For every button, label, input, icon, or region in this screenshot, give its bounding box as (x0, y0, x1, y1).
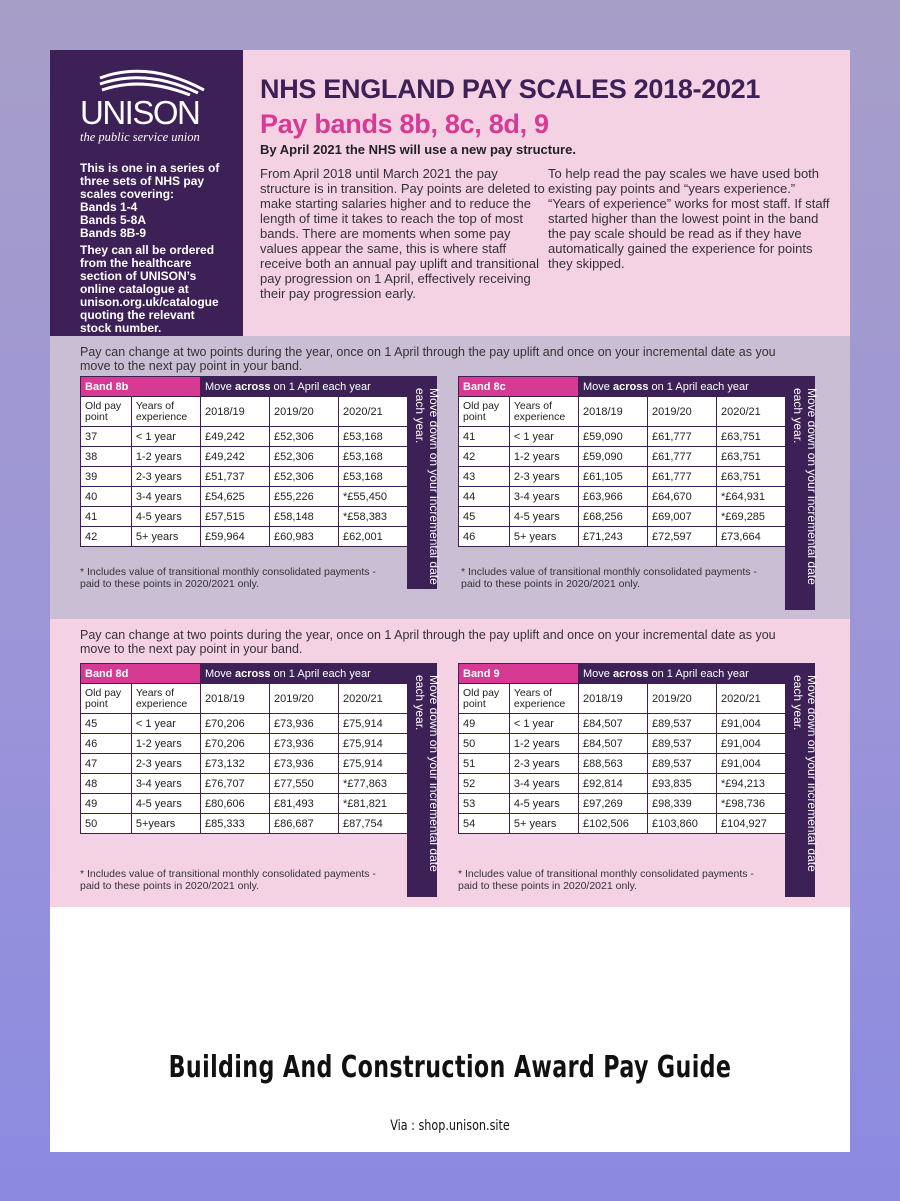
table-row (81, 427, 408, 447)
table-cell: 49 (459, 714, 510, 734)
table-cell: £76,707 (201, 774, 270, 794)
column-header: Years of experience (509, 684, 578, 714)
order-text: They can all be ordered from the healthcare section of UNISON’s online catalogue at unison.org.uk/catalogue quoting the relevant stock number. (80, 243, 219, 335)
band-label: Band 8c (459, 377, 579, 397)
table-band-8d (80, 663, 410, 834)
table-cell: £70,206 (201, 714, 270, 734)
column-header: 2019/20 (648, 397, 717, 427)
table-cell: £61,777 (648, 427, 717, 447)
table-cell: £51,737 (201, 467, 270, 487)
table-row (459, 447, 786, 467)
column-header: 2019/20 (270, 397, 339, 427)
column-header: 2019/20 (270, 684, 339, 714)
table-cell: 2-3 years (131, 467, 200, 487)
move-down-bar (407, 663, 441, 897)
table-cell: £61,105 (579, 467, 648, 487)
column-header: Old pay point (459, 397, 510, 427)
table-cell: £89,537 (648, 754, 717, 774)
table-cell: 50 (81, 814, 132, 834)
footnote: * Includes value of transitional monthly consolidated payments - paid to these points in 2020/2021 only. (80, 566, 376, 590)
move-across-label: Move across on 1 April each year (201, 664, 408, 684)
table-cell: £86,687 (270, 814, 339, 834)
caption-title: Building And Construction Award Pay Guide (168, 1050, 732, 1085)
table-cell: 3-4 years (131, 487, 200, 507)
unison-logo (80, 66, 225, 144)
table-row (81, 794, 408, 814)
table-cell: *£55,450 (339, 487, 408, 507)
table-cell: £91,004 (717, 754, 786, 774)
table-cell: £81,493 (270, 794, 339, 814)
column-header: Years of experience (509, 397, 578, 427)
pay-table (80, 663, 408, 834)
band-label: Band 9 (459, 664, 579, 684)
table-cell: £84,507 (579, 714, 648, 734)
table-cell: £73,664 (717, 527, 786, 547)
table-cell: £49,242 (201, 447, 270, 467)
band-label: Band 8d (81, 664, 201, 684)
table-cell: *£77,863 (339, 774, 408, 794)
table-row (459, 714, 786, 734)
table-cell: 48 (81, 774, 132, 794)
table-cell: 45 (81, 714, 132, 734)
band-list-item: Bands 1-4 (80, 200, 138, 214)
table-cell: £77,550 (270, 774, 339, 794)
table-cell: £71,243 (579, 527, 648, 547)
logo-arcs-icon (98, 66, 208, 96)
table-cell: £89,537 (648, 714, 717, 734)
table-cell: 51 (459, 754, 510, 774)
table-row (459, 794, 786, 814)
table-cell: *£58,383 (339, 507, 408, 527)
table-cell: 5+ years (509, 527, 578, 547)
table-cell: 1-2 years (131, 734, 200, 754)
table-row (459, 467, 786, 487)
table-cell: £53,168 (339, 447, 408, 467)
table-band-8b (80, 376, 410, 547)
table-cell: 40 (81, 487, 132, 507)
series-text: This is one in a series of three sets of NHS pay scales covering: (80, 161, 220, 201)
table-cell: £68,256 (579, 507, 648, 527)
caption-box (50, 1040, 850, 1152)
table-row (81, 714, 408, 734)
table-row (81, 734, 408, 754)
table-cell: < 1 year (509, 714, 578, 734)
table-cell: 52 (459, 774, 510, 794)
table-cell: 3-4 years (509, 487, 578, 507)
table-cell: 41 (459, 427, 510, 447)
table-row (459, 527, 786, 547)
table-row (81, 754, 408, 774)
table-cell: £61,777 (648, 447, 717, 467)
sidebar-text (80, 162, 225, 335)
pay-table (80, 376, 408, 547)
table-cell: £62,001 (339, 527, 408, 547)
footnote: * Includes value of transitional monthly consolidated payments - paid to these points in 2020/2021 only. (458, 868, 754, 892)
table-cell: 1-2 years (509, 734, 578, 754)
table-cell: £53,168 (339, 467, 408, 487)
table-cell: £75,914 (339, 714, 408, 734)
table-row (459, 754, 786, 774)
table-cell: £73,936 (270, 754, 339, 774)
table-cell: £52,306 (270, 427, 339, 447)
footnote: * Includes value of transitional monthly consolidated payments - paid to these points in 2020/2021 only. (461, 566, 757, 590)
table-cell: £87,754 (339, 814, 408, 834)
section-intro: Pay can change at two points during the year, once on 1 April through the pay uplift and once on your incremental date as you move to the next pay point in your band. (80, 345, 776, 373)
table-row (459, 774, 786, 794)
table-row (81, 447, 408, 467)
table-row (459, 427, 786, 447)
sidebar (50, 50, 243, 336)
table-cell: £104,927 (717, 814, 786, 834)
column-header: 2020/21 (717, 684, 786, 714)
table-cell: £54,625 (201, 487, 270, 507)
move-down-label: Move down on your incremental date each year. (791, 388, 819, 585)
table-cell: 5+years (131, 814, 200, 834)
table-cell: £84,507 (579, 734, 648, 754)
table-cell: £57,515 (201, 507, 270, 527)
intro-column-1: From April 2018 until March 2021 the pay structure is in transition. Pay points are deleted to make starting salaries higher and to reduce the length of time it takes to reach the top of most bands. There are moments when some pay values appear the same, this is where staff receive both an annual pay uplift and transitional pay progression on 1 April, effectively receiving their pay progression early. (260, 166, 545, 301)
table-cell: 2-3 years (509, 467, 578, 487)
table-cell: *£81,821 (339, 794, 408, 814)
table-cell: £53,168 (339, 427, 408, 447)
table-cell: £63,966 (579, 487, 648, 507)
band-list-item: Bands 5-8A (80, 213, 147, 227)
table-row (459, 507, 786, 527)
pay-scale-document (50, 50, 850, 907)
table-band-9 (458, 663, 788, 834)
band-list-item: Bands 8B-9 (80, 226, 147, 240)
column-header: 2018/19 (579, 684, 648, 714)
table-cell: £63,751 (717, 467, 786, 487)
footnote: * Includes value of transitional monthly consolidated payments - paid to these points in 2020/2021 only. (80, 868, 376, 892)
section-intro: Pay can change at two points during the year, once on 1 April through the pay uplift and once on your incremental date as you move to the next pay point in your band. (80, 628, 776, 656)
table-cell: £52,306 (270, 467, 339, 487)
table-cell: 4-5 years (509, 794, 578, 814)
table-row (81, 507, 408, 527)
logo-tagline: the public service union (80, 130, 200, 144)
table-cell: 47 (81, 754, 132, 774)
intro-column-2: To help read the pay scales we have used both existing pay points and “years experience.” “Years of experience” works for most staff. If staff started higher than the lowest point in the band the pay scale should be read as if they have automatically gained the experience for points they skipped. (548, 166, 830, 271)
table-cell: £85,333 (201, 814, 270, 834)
table-cell: £80,606 (201, 794, 270, 814)
table-row (459, 487, 786, 507)
table-cell: £55,226 (270, 487, 339, 507)
table-cell: £103,860 (648, 814, 717, 834)
table-cell: £58,148 (270, 507, 339, 527)
table-cell: 39 (81, 467, 132, 487)
table-cell: 45 (459, 507, 510, 527)
table-cell: £88,563 (579, 754, 648, 774)
table-cell: 5+ years (131, 527, 200, 547)
table-cell: £91,004 (717, 734, 786, 754)
table-cell: 53 (459, 794, 510, 814)
table-cell: 2-3 years (509, 754, 578, 774)
column-header: 2018/19 (201, 684, 270, 714)
table-cell: £59,964 (201, 527, 270, 547)
column-header: 2020/21 (717, 397, 786, 427)
table-cell: £73,132 (201, 754, 270, 774)
table-cell: *£94,213 (717, 774, 786, 794)
table-cell: 42 (459, 447, 510, 467)
table-cell: £102,506 (579, 814, 648, 834)
caption-source-link[interactable]: Via : shop.unison.site (390, 1118, 510, 1134)
column-header: 2018/19 (579, 397, 648, 427)
table-cell: £93,835 (648, 774, 717, 794)
table-cell: 5+ years (509, 814, 578, 834)
table-cell: £72,597 (648, 527, 717, 547)
table-cell: £75,914 (339, 734, 408, 754)
table-cell: 43 (459, 467, 510, 487)
table-cell: £92,814 (579, 774, 648, 794)
pay-table (458, 376, 786, 547)
page-title: NHS ENGLAND PAY SCALES 2018-2021 (260, 74, 761, 104)
table-cell: 4-5 years (131, 507, 200, 527)
pay-table (458, 663, 786, 834)
table-cell: £73,936 (270, 734, 339, 754)
table-cell: £60,983 (270, 527, 339, 547)
table-cell: 3-4 years (509, 774, 578, 794)
table-cell: £63,751 (717, 447, 786, 467)
column-header: 2020/21 (339, 684, 408, 714)
table-cell: £64,670 (648, 487, 717, 507)
table-cell: £75,914 (339, 754, 408, 774)
move-down-bar (407, 376, 441, 589)
table-row (459, 734, 786, 754)
column-header: Years of experience (131, 397, 200, 427)
move-down-label: Move down on your incremental date each year. (413, 388, 441, 585)
lead-text: By April 2021 the NHS will use a new pay structure. (260, 142, 576, 157)
table-row (81, 814, 408, 834)
table-cell: £73,936 (270, 714, 339, 734)
table-cell: £69,007 (648, 507, 717, 527)
table-cell: *£69,285 (717, 507, 786, 527)
column-header: 2018/19 (201, 397, 270, 427)
header (243, 50, 850, 336)
table-band-8c (458, 376, 788, 547)
move-down-bar (785, 663, 819, 897)
table-cell: £70,206 (201, 734, 270, 754)
table-cell: 41 (81, 507, 132, 527)
table-cell: 2-3 years (131, 754, 200, 774)
table-cell: 38 (81, 447, 132, 467)
table-cell: £59,090 (579, 447, 648, 467)
section-bands-8b-8c (50, 336, 850, 619)
caption-background (50, 907, 850, 1040)
table-cell: *£64,931 (717, 487, 786, 507)
move-down-label: Move down on your incremental date each year. (791, 675, 819, 872)
table-row (81, 487, 408, 507)
table-cell: 37 (81, 427, 132, 447)
table-cell: 46 (459, 527, 510, 547)
table-cell: < 1 year (131, 714, 200, 734)
table-cell: < 1 year (131, 427, 200, 447)
column-header: Old pay point (459, 684, 510, 714)
table-cell: 42 (81, 527, 132, 547)
table-cell: £63,751 (717, 427, 786, 447)
table-cell: £91,004 (717, 714, 786, 734)
table-cell: £97,269 (579, 794, 648, 814)
table-cell: £49,242 (201, 427, 270, 447)
move-across-label: Move across on 1 April each year (201, 377, 408, 397)
table-cell: < 1 year (509, 427, 578, 447)
move-across-label: Move across on 1 April each year (579, 377, 786, 397)
table-cell: 1-2 years (131, 447, 200, 467)
table-row (81, 467, 408, 487)
table-cell: 54 (459, 814, 510, 834)
table-row (459, 814, 786, 834)
table-row (81, 527, 408, 547)
column-header: Years of experience (131, 684, 200, 714)
section-bands-8d-9 (50, 619, 850, 907)
move-down-label: Move down on your incremental date each year. (413, 675, 441, 872)
table-cell: £89,537 (648, 734, 717, 754)
table-cell: £52,306 (270, 447, 339, 467)
table-cell: 44 (459, 487, 510, 507)
table-cell: 49 (81, 794, 132, 814)
table-cell: 1-2 years (509, 447, 578, 467)
table-cell: 4-5 years (131, 794, 200, 814)
table-cell: 46 (81, 734, 132, 754)
table-cell: *£98,736 (717, 794, 786, 814)
table-cell: 3-4 years (131, 774, 200, 794)
table-cell: £98,339 (648, 794, 717, 814)
table-row (81, 774, 408, 794)
table-cell: 4-5 years (509, 507, 578, 527)
logo-wordmark: UNISON (80, 94, 200, 131)
move-down-bar (785, 376, 819, 610)
band-label: Band 8b (81, 377, 201, 397)
column-header: Old pay point (81, 684, 132, 714)
page-subtitle: Pay bands 8b, 8c, 8d, 9 (260, 109, 549, 139)
column-header: 2019/20 (648, 684, 717, 714)
column-header: 2020/21 (339, 397, 408, 427)
table-cell: 50 (459, 734, 510, 754)
column-header: Old pay point (81, 397, 132, 427)
move-across-label: Move across on 1 April each year (579, 664, 786, 684)
table-cell: £59,090 (579, 427, 648, 447)
table-cell: £61,777 (648, 467, 717, 487)
